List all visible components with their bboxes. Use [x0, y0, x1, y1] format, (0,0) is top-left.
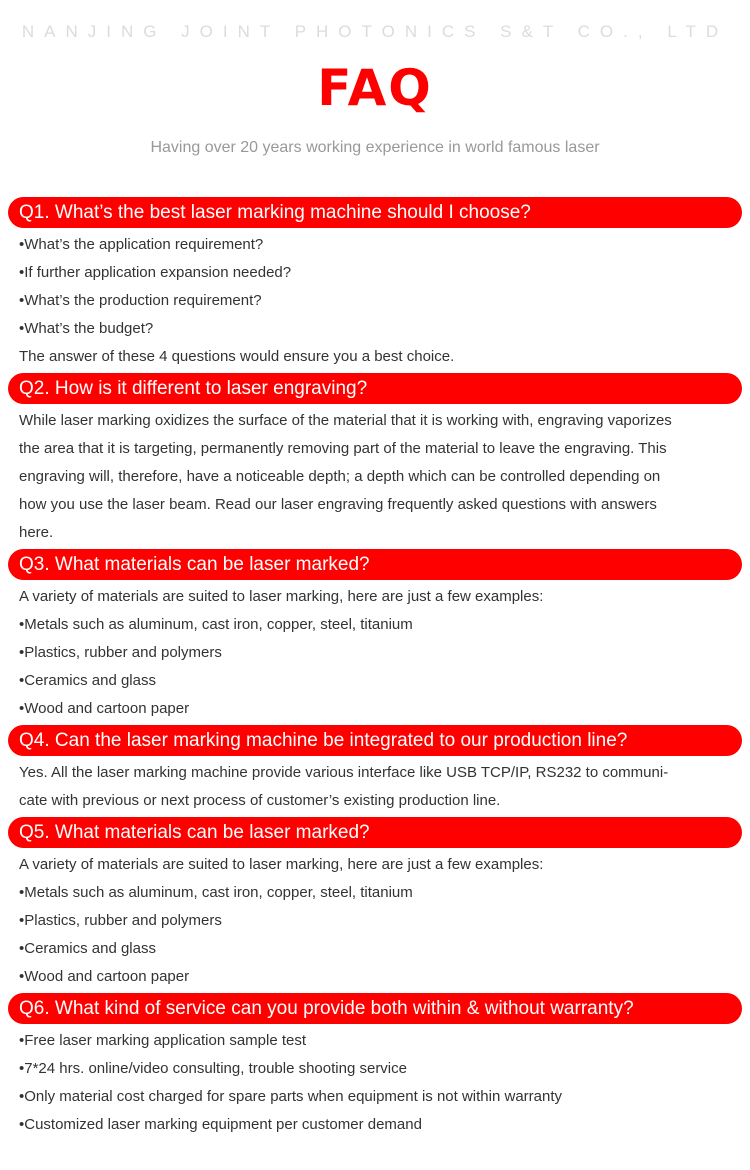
answer-line: engraving will, therefore, have a noticeable depth; a depth which can be controlled depending on	[19, 468, 661, 485]
faq-answer	[0, 580, 739, 725]
faq-answer	[0, 404, 739, 549]
answer-line: •Plastics, rubber and polymers	[19, 644, 222, 661]
faq-answer	[0, 1024, 739, 1141]
faq-answer	[0, 228, 739, 373]
answer-line: •Free laser marking application sample test	[19, 1032, 307, 1049]
faq-question-q4: Q4. Can the laser marking machine be integrated to our production line?	[8, 725, 742, 756]
answer-line: The answer of these 4 questions would ensure you a best choice.	[19, 348, 455, 365]
faq-question-q1: Q1. What’s the best laser marking machine should I choose?	[8, 197, 742, 228]
answer-line: •Ceramics and glass	[19, 672, 156, 689]
faq-question-q5: Q5. What materials can be laser marked?	[8, 817, 742, 848]
answer-line: A variety of materials are suited to laser marking, here are just a few examples:	[19, 856, 544, 873]
faq-list	[0, 197, 750, 1141]
answer-line: •What’s the production requirement?	[19, 292, 262, 309]
answer-line: Yes. All the laser marking machine provide various interface like USB TCP/IP, RS232 to communi-	[19, 764, 669, 781]
answer-line: •Only material cost charged for spare parts when equipment is not within warranty	[19, 1088, 563, 1105]
answer-line: A variety of materials are suited to laser marking, here are just a few examples:	[19, 588, 544, 605]
faq-section	[0, 197, 750, 373]
faq-section	[0, 817, 750, 993]
page-title: FAQ	[317, 59, 433, 117]
faq-section	[0, 725, 750, 817]
answer-line: •Plastics, rubber and polymers	[19, 912, 222, 929]
faq-section	[0, 993, 750, 1141]
answer-line: •7*24 hrs. online/video consulting, trouble shooting service	[19, 1060, 407, 1077]
answer-line: the area that it is targeting, permanently removing part of the material to leave the engraving. This	[19, 440, 667, 457]
answer-line: •Customized laser marking equipment per customer demand	[19, 1116, 422, 1133]
answer-line: •Metals such as aluminum, cast iron, copper, steel, titanium	[19, 884, 413, 901]
faq-section	[0, 549, 750, 725]
answer-line: cate with previous or next process of customer’s existing production line.	[19, 792, 501, 809]
faq-question-q3: Q3. What materials can be laser marked?	[8, 549, 742, 580]
answer-line: While laser marking oxidizes the surface of the material that it is working with, engraving vaporizes	[19, 412, 672, 429]
company-name: NANJING JOINT PHOTONICS S&T CO., LTD	[21, 22, 729, 41]
page-subtitle: Having over 20 years working experience in world famous laser	[150, 139, 600, 156]
faq-section	[0, 373, 750, 549]
answer-line: •What’s the application requirement?	[19, 236, 264, 253]
answer-line: •What’s the budget?	[19, 320, 154, 337]
answer-line: how you use the laser beam. Read our laser engraving frequently asked questions with answers	[19, 496, 657, 513]
faq-question-q6: Q6. What kind of service can you provide both within & without warranty?	[8, 993, 742, 1024]
answer-line: •Wood and cartoon paper	[19, 968, 190, 985]
answer-line: •Ceramics and glass	[19, 940, 156, 957]
answer-line: here.	[19, 524, 54, 541]
answer-line: •Metals such as aluminum, cast iron, copper, steel, titanium	[19, 616, 413, 633]
faq-question-q2: Q2. How is it different to laser engraving?	[8, 373, 742, 404]
answer-line: •Wood and cartoon paper	[19, 700, 190, 717]
faq-answer	[0, 756, 739, 817]
faq-answer	[0, 848, 739, 993]
answer-line: •If further application expansion needed?	[19, 264, 292, 281]
